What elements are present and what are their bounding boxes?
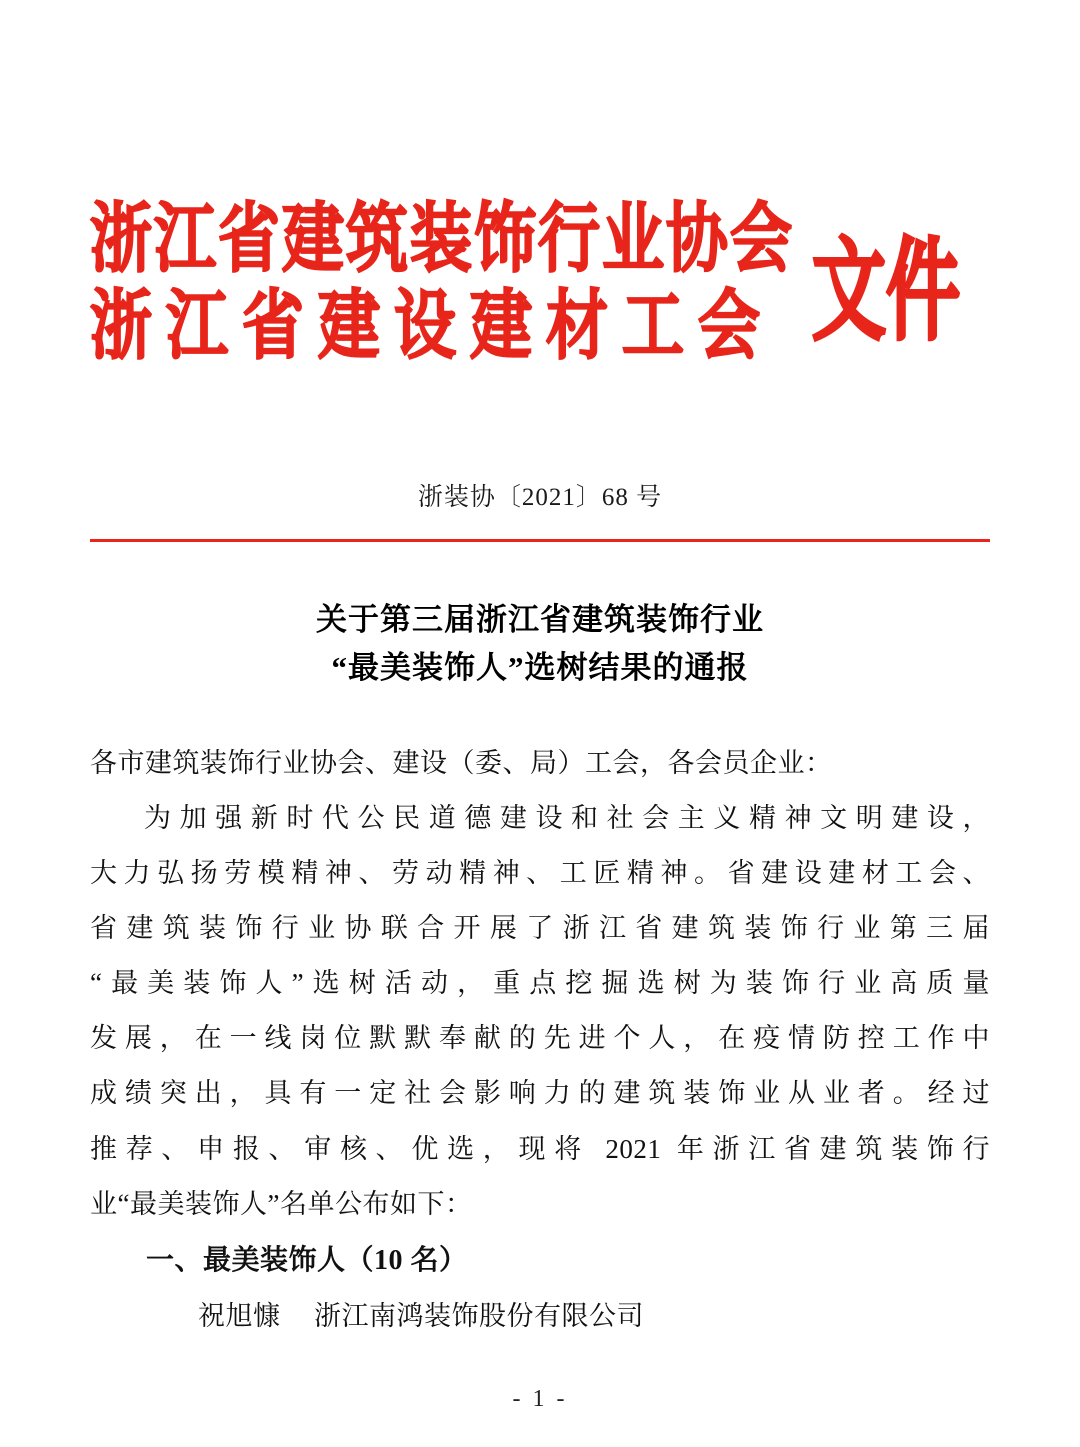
section-heading-1: 一、最美装饰人（10 名） [146,1244,468,1276]
body-line-3: 省建筑装饰行业协联合开展了浙江省建筑装饰行业第三届 [90,913,990,944]
page-title-line-1: 关于第三届浙江省建筑装饰行业 [316,601,764,637]
letterhead-rows [90,193,990,371]
page-title-line-2: “最美装饰人”选树结果的通报 [331,649,749,685]
body-line-7: 推荐、申报、审核、优选，现将 2021 年浙江省建筑装饰行 [90,1133,990,1164]
letterhead [90,0,990,369]
body-line-2: 大力弘扬劳模精神、劳动精神、工匠精神。省建设建材工会、 [90,858,990,889]
list-item [90,1289,990,1344]
salutation: 各市建筑装饰行业协会、建设（委、局）工会，各会员企业： [90,747,833,778]
body-line-4: “最美装饰人”选树活动，重点挖掘选树为装饰行业高质量 [90,968,990,999]
body-line-6: 成绩突出，具有一定社会影响力的建筑装饰业从业者。经过 [90,1078,990,1109]
letterhead-title-lines [90,193,795,371]
red-divider-rule [90,539,990,542]
letterhead-line-1: 浙江省建筑装饰行业协会 [90,193,795,283]
awardee-company: 浙江南鸿装饰股份有限公司 [314,1300,644,1331]
page-title [90,596,990,692]
body-line-1: 为加强新时代公民道德建设和社会主义精神文明建设， [144,803,990,834]
letterhead-line-2: 浙江省建设建材工会 [90,280,775,371]
document-body [90,736,990,1344]
document-number: 浙装协〔2021〕68 号 [417,483,663,511]
page-number: - 1 - [512,1386,568,1412]
body-line-5: 发展，在一线岗位默默奉献的先进个人，在疫情防控工作中 [90,1023,990,1054]
letterhead-badge: 文件 [812,227,961,356]
body-line-8: 业“最美装饰人”名单公布如下： [90,1188,473,1219]
awardee-name: 祝旭慷 [198,1300,281,1331]
